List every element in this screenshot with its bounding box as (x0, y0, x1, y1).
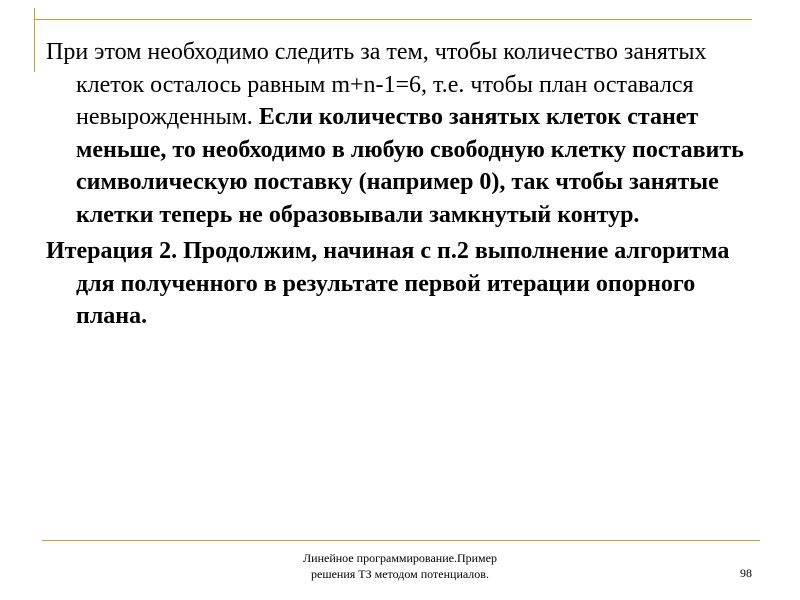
paragraph-iteration-2: Итерация 2. Продолжим, начиная с п.2 выполнение алгоритма для полученного в результате первой итерации опорного плана. (46, 238, 730, 329)
decorative-top-line (34, 19, 752, 20)
page-number: 98 (740, 566, 752, 580)
paragraph-normal-text: При этом необходимо следить за тем, чтобы количество занятых клеток осталось равным m+n-1=6, т.е. чтобы план оставался невырожденным. (46, 39, 707, 130)
footer-title (250, 550, 550, 582)
footer-title-line-1: Линейное программирование.Пример (303, 551, 497, 565)
paragraph-nondegenerate-plan (46, 36, 758, 231)
decorative-bottom-line (42, 540, 760, 541)
paragraph-bold-text: Если количество занятых клеток станет меньше, то необходимо в любую свободную клетку поставить символическую поставку (например 0), так чтобы занятые клетки теперь не образовывали замкнутый контур. (76, 104, 744, 228)
footer-title-line-2: решения ТЗ методом потенциалов. (311, 567, 489, 581)
slide-content (46, 36, 758, 337)
decorative-vertical-line (34, 8, 35, 72)
